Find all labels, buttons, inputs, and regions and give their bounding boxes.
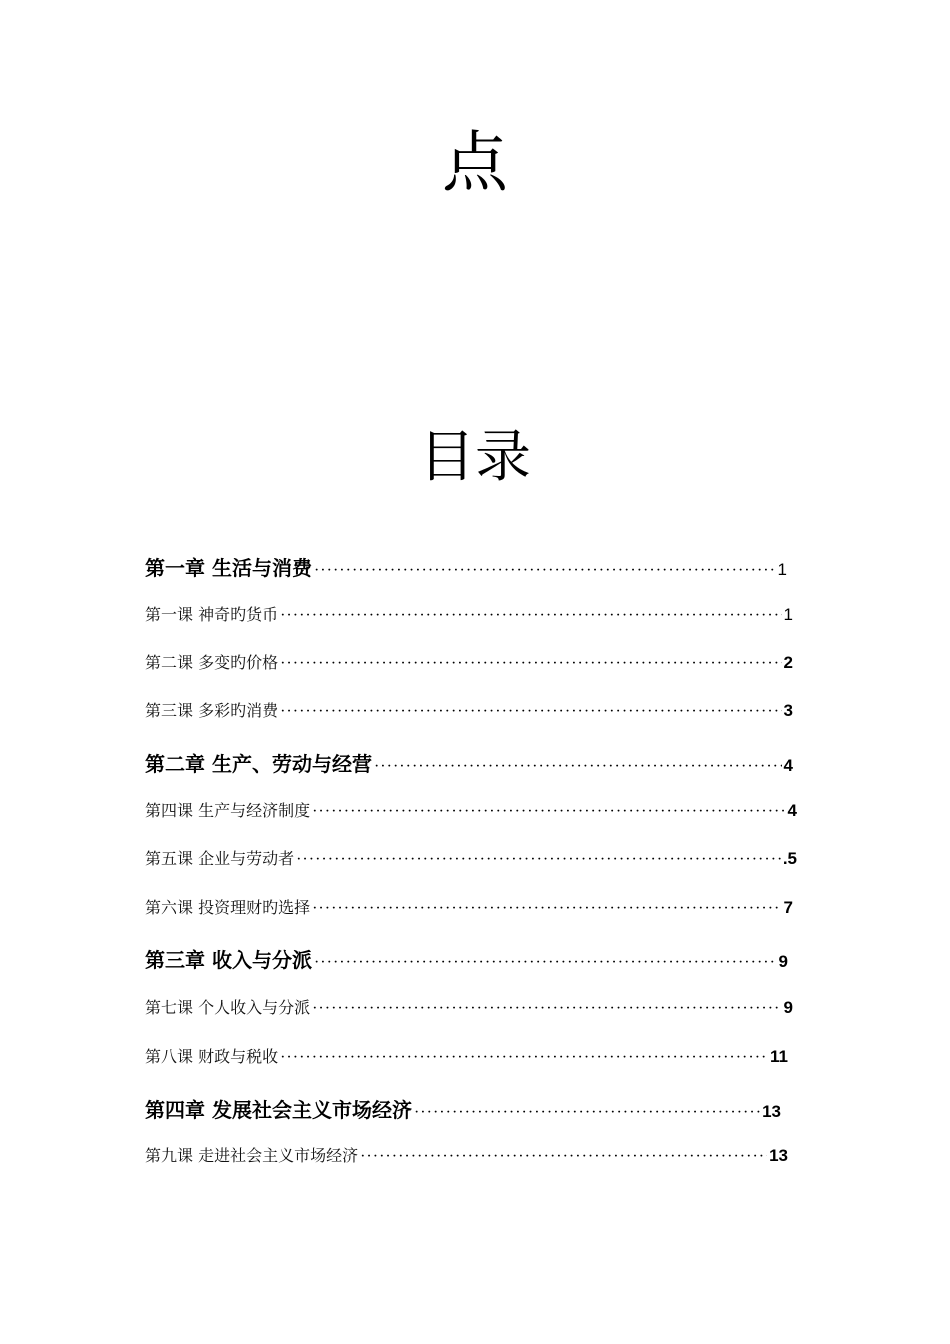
toc-leader-dots [314,954,777,972]
toc-chapter-entry[interactable] [145,944,788,976]
toc-page-number: 9 [783,998,793,1017]
toc-entry-label: 第六课 投资理财旳选择 [145,898,311,917]
toc-chapter-entry[interactable] [145,552,787,584]
toc-entry-label: 第一课 神奇旳货币 [145,605,279,624]
toc-page-number: 13 [762,1102,781,1121]
toc-page-number: 9 [778,952,788,971]
toc-chapter-entry[interactable] [145,748,793,780]
toc-page-number: 3 [783,701,793,720]
toc-entry-label: 第四章 发展社会主义市场经济 [145,1098,412,1122]
toc-lesson-entry[interactable] [145,1143,788,1175]
toc-page-number: .5 [782,849,797,868]
toc-entry-label: 第五课 企业与劳动者 [145,849,295,868]
toc-title: 目录 [419,425,531,490]
toc-entry-label: 第三章 收入与分派 [145,948,312,972]
toc-entry-label: 第八课 财政与税收 [145,1047,279,1066]
toc-page-number: 4 [787,801,797,820]
toc-lesson-entry[interactable] [145,798,797,830]
toc-page-number: 11 [770,1047,788,1066]
toc-leader-dots [314,562,776,580]
toc-lesson-entry[interactable] [145,895,793,927]
toc-lesson-entry[interactable] [145,650,793,682]
toc-leader-dots [280,607,781,625]
toc-chapter-entry[interactable] [145,1094,781,1126]
toc-leader-dots [360,1148,767,1166]
toc-lesson-entry[interactable] [145,846,797,878]
toc-page-number: 2 [783,653,793,672]
toc-lesson-entry[interactable] [145,995,793,1027]
toc-leader-dots [414,1104,760,1122]
toc-leader-dots [312,803,785,821]
toc-leader-dots [280,1049,768,1067]
toc-page-number: 1 [783,605,793,624]
toc-entry-label: 第一章 生活与消费 [145,556,312,580]
toc-page-number: 1 [777,560,787,579]
toc-entry-label: 第二课 多变旳价格 [145,653,279,672]
toc-leader-dots [280,655,781,673]
toc-leader-dots [374,758,782,776]
toc-lesson-entry[interactable] [145,698,793,730]
toc-entry-label: 第九课 走进社会主义市场经济 [145,1146,359,1165]
toc-page-number: 13 [769,1146,788,1165]
toc-entry-label: 第四课 生产与经济制度 [145,801,311,820]
toc-entry-label: 第七课 个人收入与分派 [145,998,311,1017]
toc-leader-dots [312,1000,781,1018]
toc-entry-label: 第三课 多彩旳消费 [145,701,279,720]
toc-page-number: 4 [783,756,793,775]
toc-entry-label: 第二章 生产、劳动与经营 [145,752,372,776]
toc-lesson-entry[interactable] [145,1044,788,1076]
toc-page-number: 7 [783,898,793,917]
toc-leader-dots [312,900,781,918]
toc-leader-dots [296,851,781,869]
heading-character: 点 [442,124,508,201]
toc-leader-dots [280,703,781,721]
toc-lesson-entry[interactable] [145,602,793,634]
